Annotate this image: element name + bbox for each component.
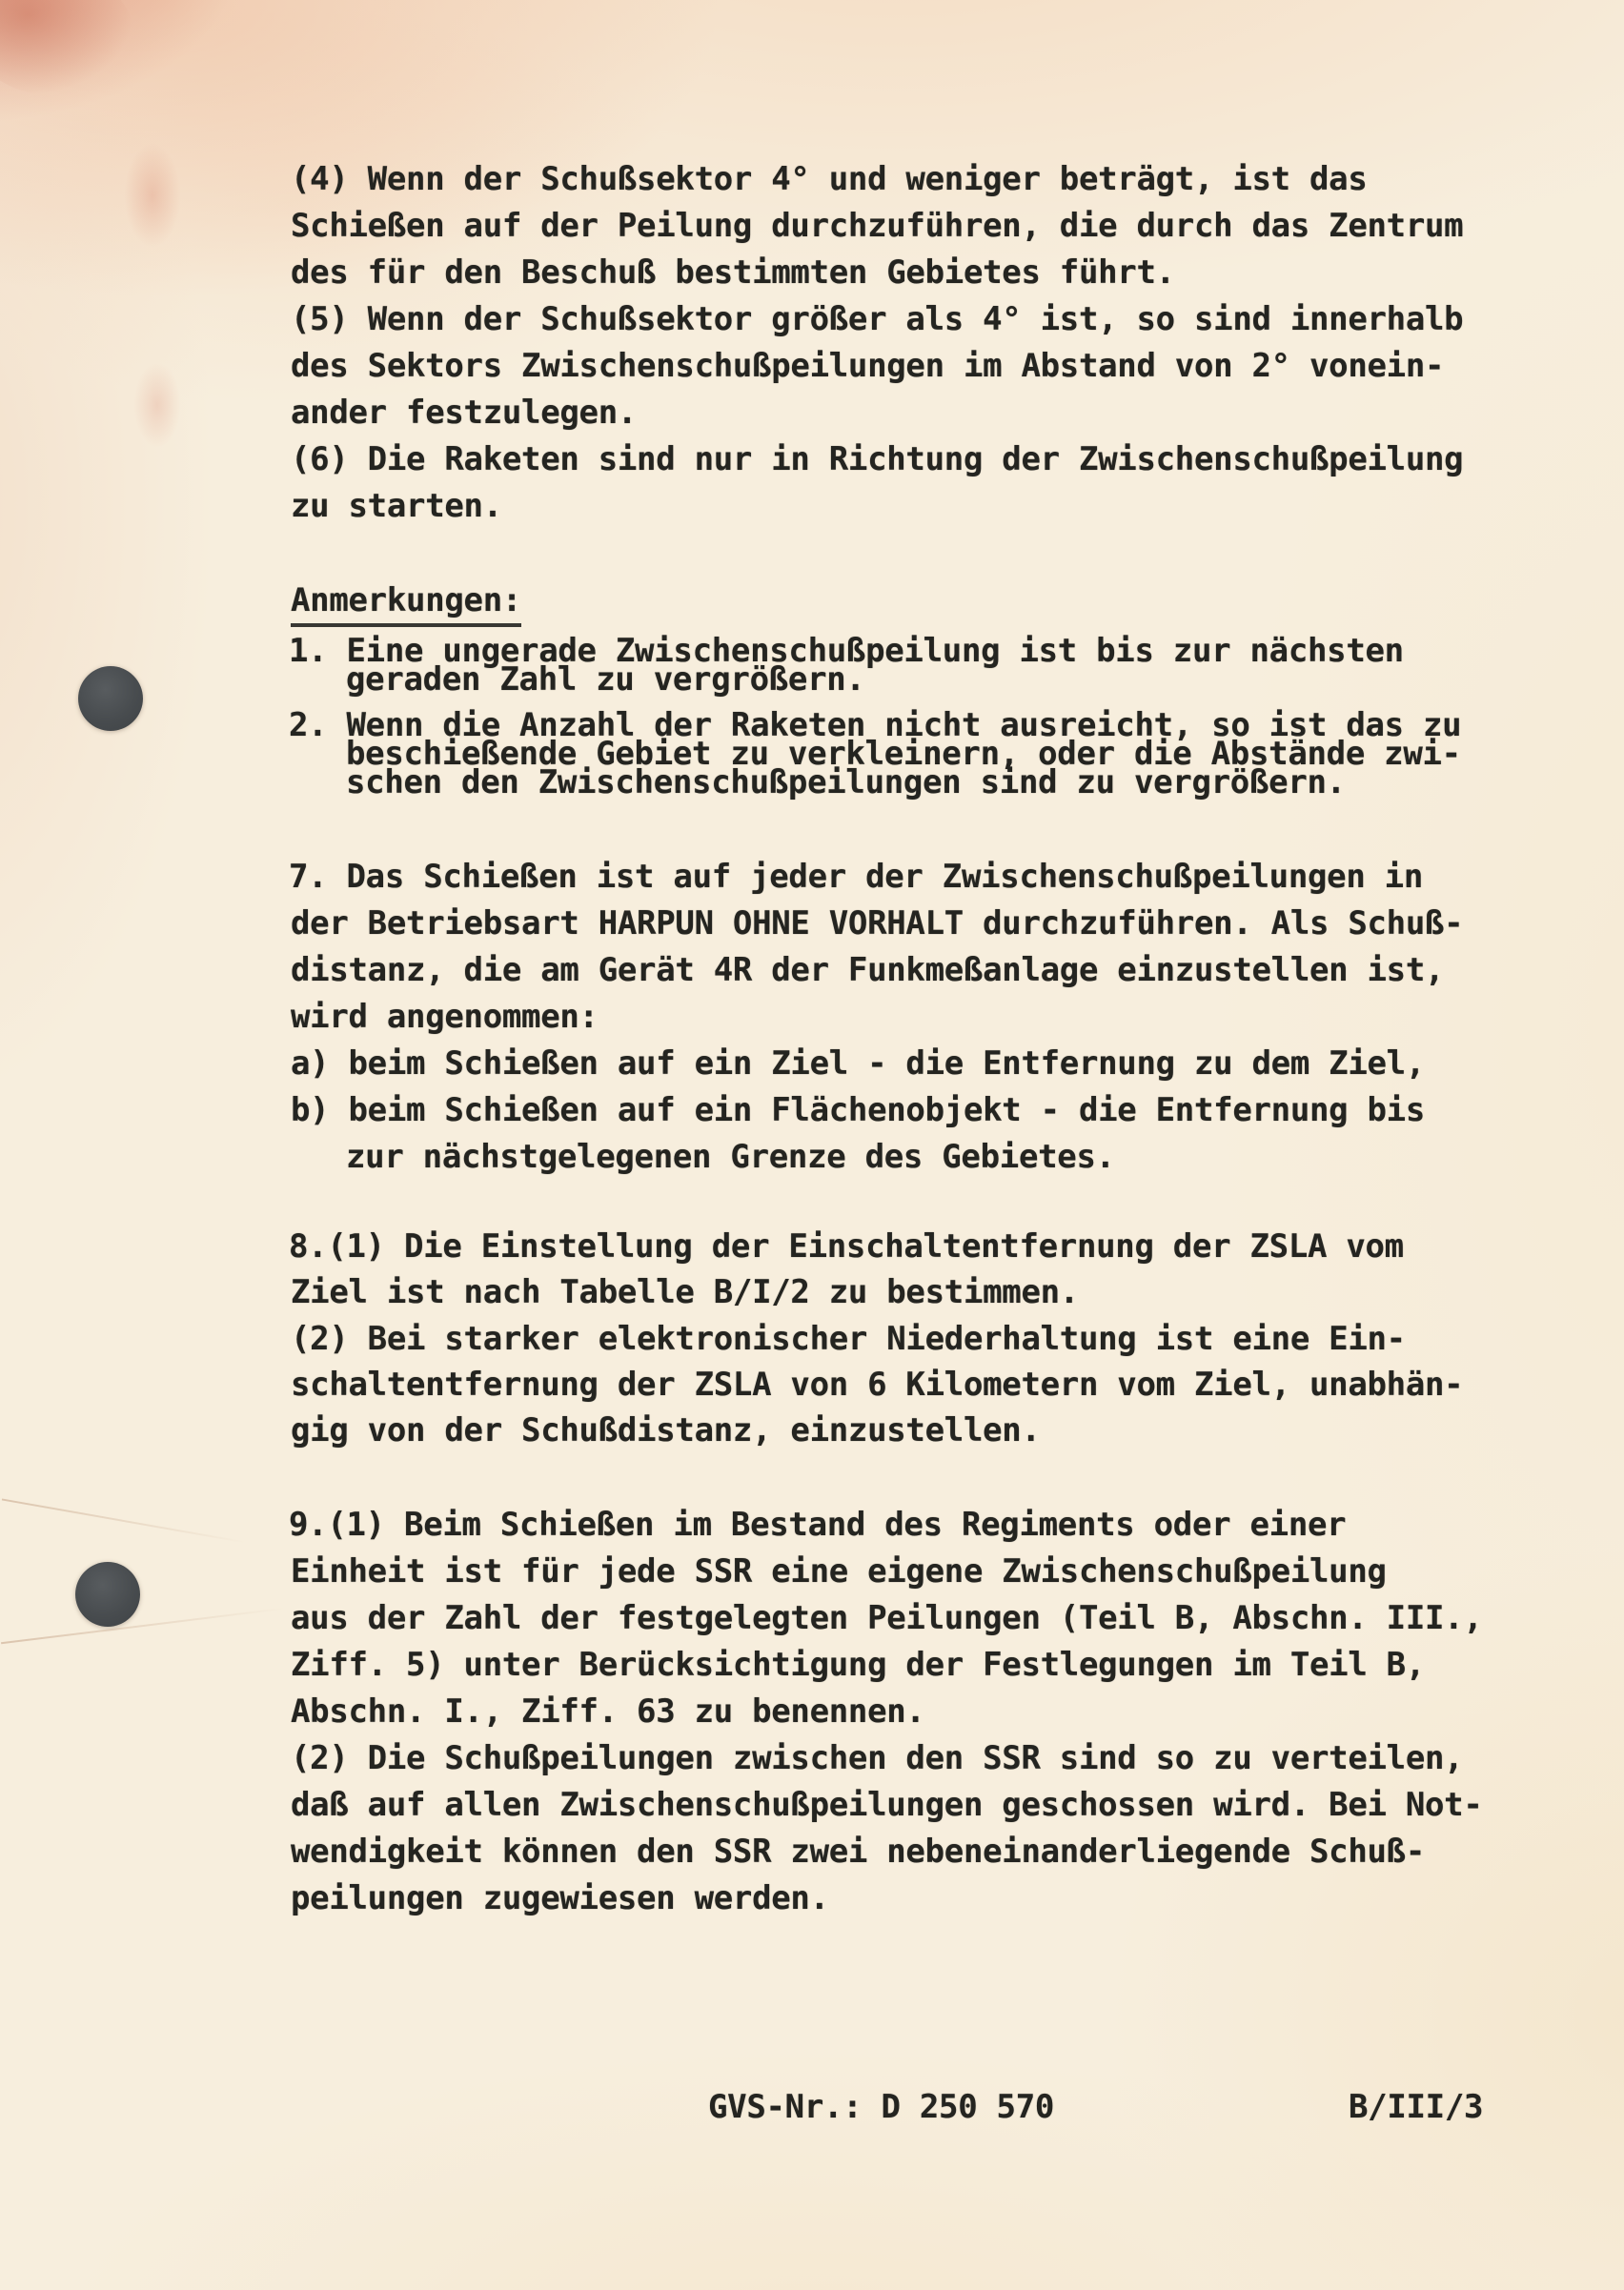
paper-stain-corner: [0, 0, 133, 95]
text-line: b) beim Schießen auf ein Flächenobjekt - die Entfernung bis: [291, 1091, 1426, 1129]
text-line: des für den Beschuß bestimmten Gebietes führt.: [291, 253, 1175, 292]
hole-punch-bottom: [75, 1562, 140, 1627]
text-line: 8.(1) Die Einstellung der Einschaltentfernung der ZSLA vom: [289, 1227, 1404, 1266]
text-line: schaltentfernung der ZSLA von 6 Kilometern vom Ziel, unabhän-: [291, 1366, 1464, 1404]
paper-crease: [1, 1608, 285, 1645]
section-heading-anmerkungen: Anmerkungen:: [291, 581, 521, 627]
text-line: aus der Zahl der festgelegten Peilungen (Teil B, Abschn. III.,: [291, 1599, 1483, 1637]
list-item-line: beschießende Gebiet zu verkleinern, oder die Abstände zwi-: [346, 735, 1461, 773]
text-line: der Betriebsart HARPUN OHNE VORHALT durchzuführen. Als Schuß-: [291, 904, 1464, 942]
text-line: (5) Wenn der Schußsektor größer als 4° ist, so sind innerhalb: [291, 300, 1464, 338]
text-line: 9.(1) Beim Schießen im Bestand des Regiments oder einer: [289, 1506, 1347, 1544]
text-line: (6) Die Raketen sind nur in Richtung der Zwischenschußpeilung: [291, 440, 1464, 478]
list-item-line: geraden Zahl zu vergrößern.: [346, 660, 865, 699]
text-line: (2) Die Schußpeilungen zwischen den SSR sind so zu verteilen,: [291, 1739, 1464, 1777]
text-line: 7. Das Schießen ist auf jeder der Zwischenschußpeilungen in: [289, 858, 1424, 896]
text-line: wendigkeit können den SSR zwei nebeneinanderliegende Schuß-: [291, 1833, 1426, 1871]
text-line: wird angenommen:: [291, 998, 599, 1036]
paper-stain: [133, 362, 181, 448]
text-line: (4) Wenn der Schußsektor 4° und weniger beträgt, ist das: [291, 160, 1368, 198]
page-number: B/III/3: [1349, 2088, 1484, 2126]
text-line: Abschn. I., Ziff. 63 zu benennen.: [291, 1692, 925, 1731]
text-line: Ziff. 5) unter Berücksichtigung der Festlegungen im Teil B,: [291, 1646, 1426, 1684]
text-line: ander festzulegen.: [291, 394, 638, 432]
text-line: des Sektors Zwischenschußpeilungen im Abstand von 2° vonein-: [291, 347, 1445, 385]
list-item-line: 1. Eine ungerade Zwischenschußpeilung ist bis zur nächsten: [289, 632, 1404, 670]
list-item-line: schen den Zwischenschußpeilungen sind zu vergrößern.: [346, 763, 1346, 801]
text-line: peilungen zugewiesen werden.: [291, 1879, 829, 1917]
list-item-line: 2. Wenn die Anzahl der Raketen nicht ausreicht, so ist das zu: [289, 706, 1462, 744]
text-line: daß auf allen Zwischenschußpeilungen geschossen wird. Bei Not-: [291, 1786, 1483, 1824]
text-line: Schießen auf der Peilung durchzuführen, die durch das Zentrum: [291, 207, 1464, 245]
text-line: a) beim Schießen auf ein Ziel - die Entfernung zu dem Ziel,: [291, 1044, 1426, 1083]
text-line: zu starten.: [291, 487, 502, 525]
text-line: (2) Bei starker elektronischer Niederhaltung ist eine Ein-: [291, 1320, 1406, 1358]
gvs-number: GVS-Nr.: D 250 570: [708, 2088, 1055, 2126]
text-line: distanz, die am Gerät 4R der Funkmeßanlage einzustellen ist,: [291, 951, 1445, 989]
paper-crease: [2, 1498, 246, 1543]
text-line: gig von der Schußdistanz, einzustellen.: [291, 1411, 1041, 1449]
hole-punch-top: [78, 666, 143, 731]
paper-stain: [124, 143, 181, 248]
text-line: Einheit ist für jede SSR eine eigene Zwischenschußpeilung: [291, 1552, 1387, 1591]
text-line: Ziel ist nach Tabelle B/I/2 zu bestimmen.: [291, 1273, 1079, 1311]
text-line: zur nächstgelegenen Grenze des Gebietes.: [346, 1138, 1115, 1176]
